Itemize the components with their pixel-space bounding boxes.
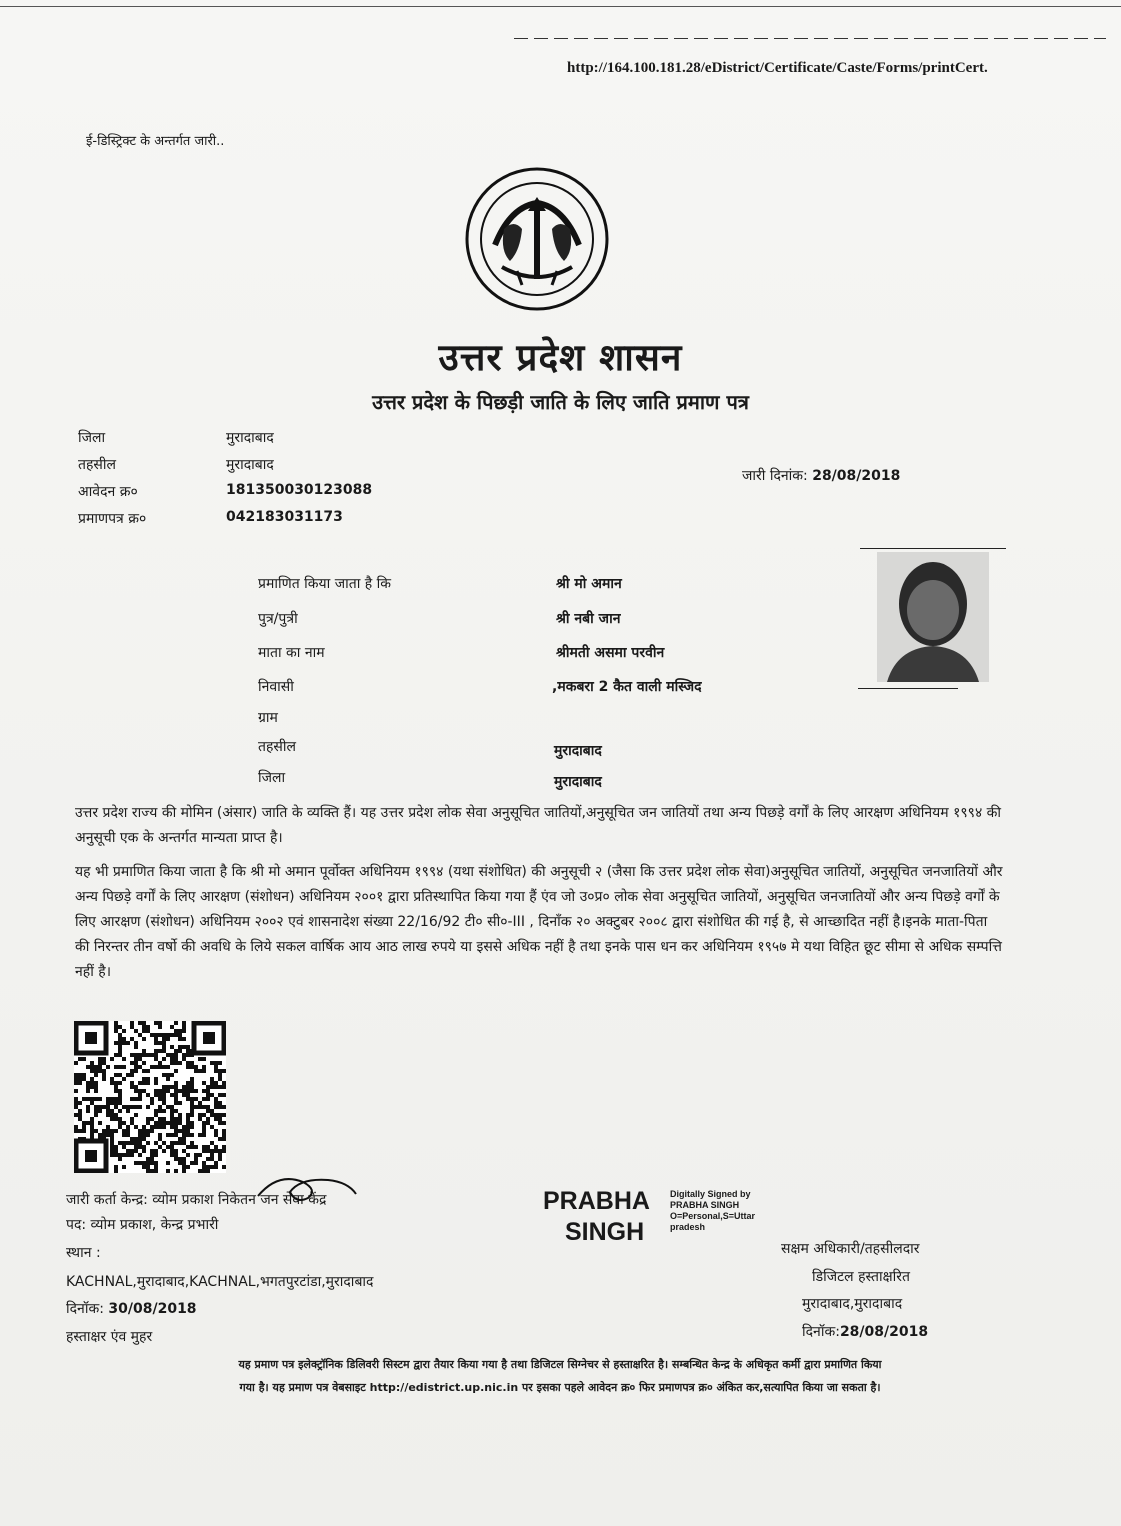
- footer-line-2: गया है। यह प्रमाण पत्र वेबसाइट http://edistrict.up.nic.in पर इसका पहले आवेदन क्र० फिर प्रमाणपत्र क्र० अंकित कर,सत्यापित किया जा सकता है।: [239, 1381, 881, 1394]
- district-label: जिला: [78, 430, 106, 446]
- application-no-value: 181350030123088: [226, 482, 373, 498]
- issue-date: [742, 466, 900, 485]
- certificate-subtitle: उत्तर प्रदेश के पिछड़ी जाति के लिए जाति प्रमाण पत्र: [372, 390, 749, 414]
- applicant-tehsil-label: तहसील: [258, 739, 296, 755]
- place-value: KACHNAL,मुरादाबाद,KACHNAL,भगतपुरटांडा,मुरादाबाद: [66, 1274, 374, 1290]
- application-no-label: आवेदन क्र०: [78, 484, 138, 500]
- issue-date-value: 28/08/2018: [812, 468, 901, 484]
- issuer-date-label: दिनॉक:: [66, 1301, 104, 1317]
- digital-signature-name-line1: PRABHA: [543, 1187, 650, 1215]
- authority-location: मुरादाबाद,मुरादाबाद: [802, 1296, 903, 1312]
- authority-date-label: दिनॉक:: [802, 1324, 840, 1340]
- mother-name-label: माता का नाम: [258, 645, 325, 661]
- issue-date-label: जारी दिनांक:: [742, 468, 808, 484]
- handwritten-signature: [248, 1168, 368, 1208]
- issuer-date: [66, 1299, 197, 1318]
- district-value: मुरादाबाद: [226, 430, 274, 446]
- authority-title: सक्षम अधिकारी/तहसीलदार: [781, 1241, 920, 1257]
- header-url: http://164.100.181.28/eDistrict/Certificate/Caste/Forms/printCert.: [567, 60, 988, 76]
- page-title: उत्तर प्रदेश शासन: [438, 336, 683, 379]
- digital-signature-name-line2: SINGH: [565, 1218, 645, 1246]
- certification-paragraph: यह भी प्रमाणित किया जाता है कि श्री मो अमान पूर्वोक्त अधिनियम १९९४ (यथा संशोधित) की अनुसूची २ (जैसा कि उत्तर प्रदेश लोक सेवा)अनुसूचित जातियों, अनुसूचित जनजातियों और अन्य पिछड़े वर्गों के लिए आरक्षण (संशोधन) अधिनियम २००१ द्वारा प्रतिस्थापित किया गया हैं एंव जो उ०प्र० लोक सेवा अनुसूचित जातियों, अनुसूचित जनजातियों और अन्य पिछड़े वर्गों के लिए आरक्षण (संशोधन) अधिनियम २००२ एवं शासनादेश संख्या 22/16/92 टी० सी०-III , दिनाँक २० अक्टुबर २००८ द्वारा संशोधित की गई है, से आच्छादित नहीं है।इनके माता-पिता की निरन्तर तीन वर्षो की अवधि के लिये सकल वार्षिक आय आठ लाख रुपये या इससे अधिक नहीं है तथा इनके पास धन कर अधिनियम १९५७ मे यथा विहित छूट सीमा से अधिक सम्पत्ति नहीं है।: [75, 864, 1003, 980]
- place-label: स्थान :: [66, 1245, 101, 1261]
- footer-line-1: यह प्रमाण पत्र इलेक्ट्रॉनिक डिलिवरी सिस्टम द्वारा तैयार किया गया है तथा डिजिटल सिग्नेचर से हस्ताक्षरित है। सम्बन्धित केन्द्र के अधिकृत कर्मी द्वारा प्रमाणित किया: [238, 1358, 882, 1371]
- tehsil-value: मुरादाबाद: [226, 457, 274, 473]
- digital-signature-name: [543, 1186, 650, 1248]
- applicant-district-value: मुरादाबाद: [554, 774, 602, 790]
- applicant-tehsil-value: मुरादाबाद: [554, 743, 602, 759]
- certificate-no-value: 042183031173: [226, 509, 343, 525]
- issuer-post: पद: व्योम प्रकाश, केन्द्र प्रभारी: [66, 1217, 219, 1233]
- caste-paragraph: उत्तर प्रदेश राज्य की मोमिन (अंसार) जाति के व्यक्ति हैं। यह उत्तर प्रदेश लोक सेवा अनुसूचित जातियों,अनुसूचित जन जातियों तथा अन्य पिछड़े वर्गों के लिए आरक्षण अधिनियम १९९४ की अनुसूची एक के अन्तर्गत मान्यता प्राप्त है।: [75, 805, 1002, 846]
- top-dashed-rule: [514, 38, 1106, 39]
- certify-label: प्रमाणित किया जाता है कि: [258, 576, 392, 592]
- issued-under-text: ई-डिस्ट्रिक्ट के अन्तर्गत जारी..: [86, 134, 225, 149]
- certificate-no-label: प्रमाणपत्र क्र०: [78, 511, 147, 527]
- issuer-date-value: 30/08/2018: [108, 1301, 197, 1317]
- applicant-district-label: जिला: [258, 770, 286, 786]
- authority-digitally-signed: डिजिटल हस्ताक्षरित: [812, 1269, 910, 1285]
- applicant-photo: [877, 552, 989, 682]
- father-name: श्री नबी जान: [556, 611, 621, 627]
- mother-name: श्रीमती असमा परवीन: [556, 645, 665, 661]
- resident-value: ,मकबरा 2 कैत वाली मस्जिद: [552, 679, 702, 695]
- photo-top-rule: [860, 548, 1006, 549]
- authority-date-value: 28/08/2018: [839, 1324, 929, 1340]
- authority-date: [802, 1322, 928, 1341]
- photo-bottom-rule: [858, 688, 958, 689]
- digital-signature-detail: Digitally Signed by PRABHA SINGH O=Personal,S=Uttar pradesh: [670, 1189, 756, 1232]
- son-daughter-label: पुत्र/पुत्री: [258, 611, 298, 627]
- resident-label: निवासी: [258, 679, 294, 695]
- tehsil-label: तहसील: [78, 457, 116, 473]
- signature-seal-label: हस्ताक्षर एंव मुहर: [66, 1329, 153, 1345]
- up-government-emblem-icon: [462, 167, 612, 312]
- top-rule: [0, 6, 1121, 7]
- applicant-name: श्री मो अमान: [556, 576, 622, 592]
- village-label: ग्राम: [258, 710, 278, 726]
- issuer-center: जारी कर्ता केन्द्र: व्योम प्रकाश निकेतन जन सेवा केंद्र: [66, 1192, 327, 1208]
- qr-code-icon: [74, 1021, 226, 1173]
